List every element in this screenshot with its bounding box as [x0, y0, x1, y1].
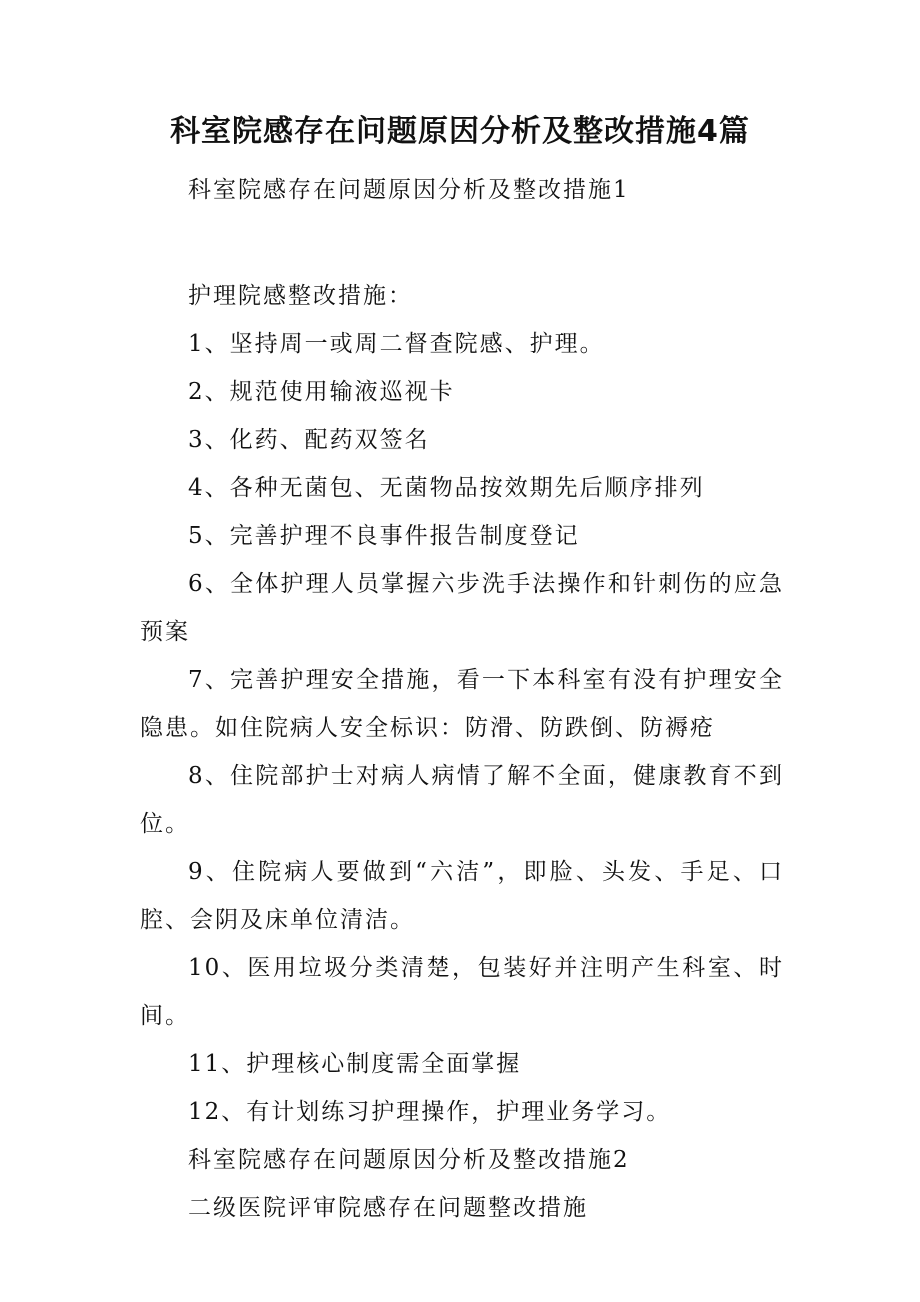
- document-title: 科室院感存在问题原因分析及整改措施4篇: [170, 114, 750, 149]
- section-2-heading: 科室院感存在问题原因分析及整改措施2: [188, 1147, 630, 1173]
- section-1-heading: 科室院感存在问题原因分析及整改措施1: [188, 177, 630, 203]
- measure-item-10: 10、医用垃圾分类清楚，包装好并注明产生科室、时间。: [140, 955, 784, 1029]
- measure-item-3: 3、化药、配药双签名: [188, 427, 430, 453]
- measure-item-11: 11、护理核心制度需全面掌握: [188, 1051, 522, 1077]
- measure-item-1: 1、坚持周一或周二督查院感、护理。: [188, 331, 605, 357]
- measure-item-7: 7、完善护理安全措施，看一下本科室有没有护理安全隐患。如住院病人安全标识：防滑、防跌倒、防褥疮: [140, 667, 784, 741]
- nursing-measures-heading: 护理院感整改措施：: [188, 283, 413, 309]
- measure-item-2: 2、规范使用输液巡视卡: [188, 379, 455, 405]
- measure-item-5: 5、完善护理不良事件报告制度登记: [188, 523, 580, 549]
- paragraph-gap: [140, 214, 784, 272]
- document-body: [140, 166, 784, 1232]
- measure-item-6: 6、全体护理人员掌握六步洗手法操作和针刺伤的应急预案: [140, 571, 784, 645]
- measure-item-9: 9、住院病人要做到“六洁”，即脸、头发、手足、口腔、会阴及床单位清洁。: [140, 859, 784, 933]
- measure-item-12: 12、有计划练习护理操作，护理业务学习。: [188, 1099, 672, 1125]
- measure-item-8: 8、住院部护士对病人病情了解不全面，健康教育不到位。: [140, 763, 784, 837]
- measure-item-4: 4、各种无菌包、无菌物品按效期先后顺序排列: [188, 475, 705, 501]
- section-2-subheading: 二级医院评审院感存在问题整改措施: [188, 1195, 588, 1221]
